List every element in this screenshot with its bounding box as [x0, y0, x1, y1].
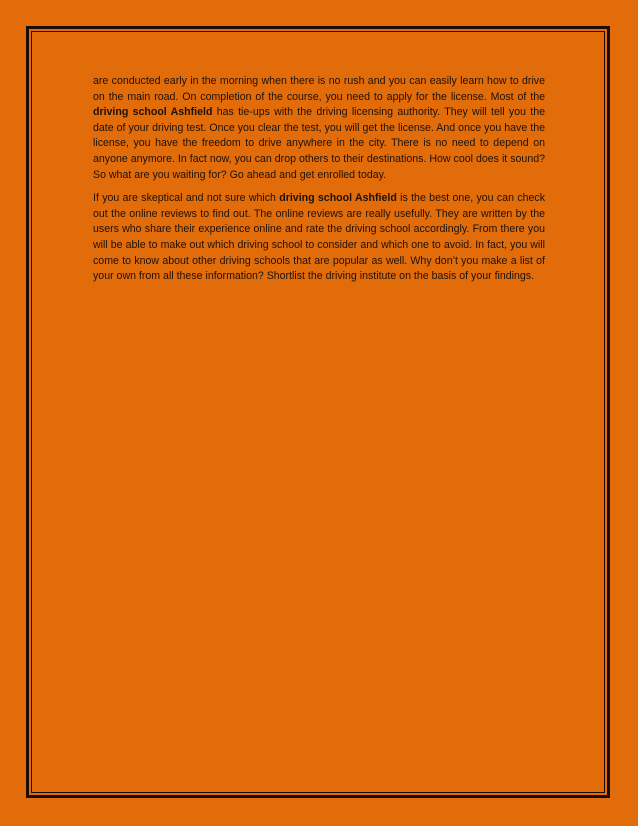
body-text: [93, 74, 545, 293]
paragraph-1: [93, 74, 545, 183]
keyword-link-1: driving school Ashfield: [93, 106, 213, 119]
paragraph-2-text-a: If you are skeptical and not sure which: [93, 192, 280, 205]
paragraph-1-text-b: has tie-ups with the driving licensing authority. They will tell you the date of your driving test. Once you clear the test, you will get the license. And once you have the license, you have the freedom to drive anywhere in the city. There is no need to depend on anyone anymore. In fact now, you can drop others to their destinations. How cool does it sound? So what are you waiting for? Go ahead and get enrolled today.: [93, 106, 545, 181]
paragraph-2-text-b: is the best one, you can check out the online reviews to find out. The online reviews are really usefully. They are written by the users who share their experience online and rate the driving school accordingly. From there you will be able to make out which driving school to consider and which one to avoid. In fact, you will come to know about other driving schools that are popular as well. Why don’t you make a list of your own from all these information? Shortlist the driving institute on the basis of your findings.: [93, 192, 545, 283]
keyword-link-2: driving school Ashfield: [279, 192, 397, 205]
paragraph-2: [93, 191, 545, 285]
paragraph-1-text-a: are conducted early in the morning when there is no rush and you can easily learn how to drive on the main road. On completion of the course, you need to apply for the license. Most of the: [93, 75, 545, 103]
